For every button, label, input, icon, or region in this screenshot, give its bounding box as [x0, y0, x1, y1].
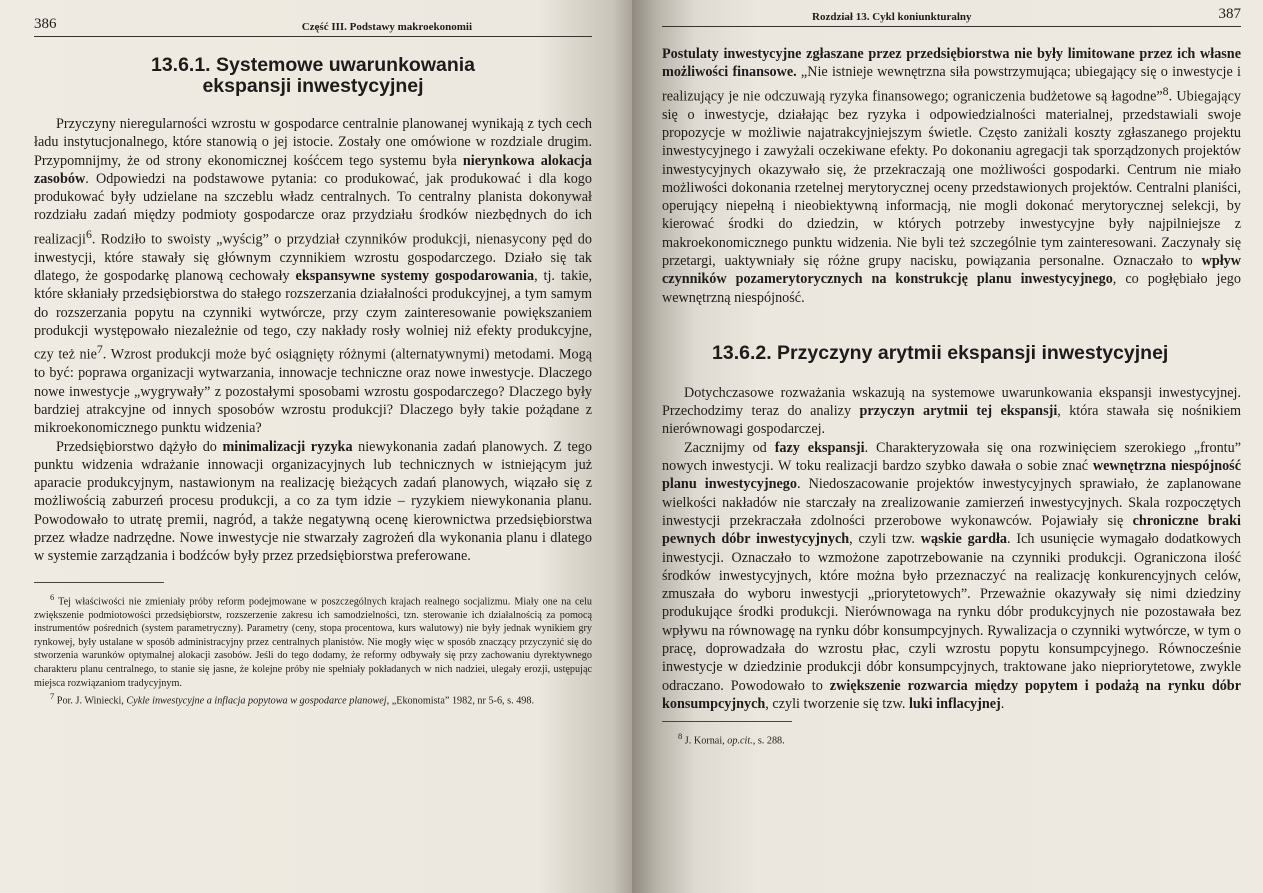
footnote-title: op.cit. — [727, 735, 753, 747]
text-run: niewykonania zadań planowych. Z tego punktu widzenia wdrażanie innowacji organizacyjnych lub technicznych w istniejącym już aparacie produkcyjnym, nastawionym na realizację bieżących zadań planowych, wiązało się z możliwością zaburzeń procesu produkcji, a co za tym idzie – ryzykiem niewykonania planu. Powodowało to utratę premii, nagród, a także negatywną ocenę kierownictwa przedsiębiorstwa przez władze nadrzędne. Nowe inwestycje nie stwarzały zagrożeń dla wykonania planu i dlatego w systemie zarządzania i bodźców były przez przedsiębiorstwa preferowane. — [34, 438, 592, 565]
text-run: , co pogłębiało jego wewnętrzną niespójność. — [662, 271, 1241, 306]
footnote-ref: 6 — [85, 226, 92, 241]
footnote-rule — [662, 721, 792, 722]
footnote-text: , „Ekonomista” 1982, nr 5-6, s. 498. — [386, 695, 535, 707]
bold-term: wpływ czynników pozamerytorycznych na konstrukcję planu inwestycyjnego — [662, 253, 1241, 288]
footnote-ref: 7 — [96, 342, 103, 357]
footnote-text: J. Kornai, — [682, 735, 728, 747]
left-paragraph-1 — [34, 115, 592, 438]
text-run: . Ich usunięcie wymagało dodatkowych inwestycji. Oznaczało to wzmożone zapotrzebowanie na czynniki produkcji. Ograniczona ilość środków inwestycyjnych, które można było przeznaczyć na realizację konkurencyjnych celów, zmuszała do wyboru inwestycji „priorytetowych”. Przeważnie okazywały się nimi dziedziny produkujące środki produkcji. Nierównowaga na rynku dóbr produkcyjnych nie pozostawała bez wpływu na równowagę na rynku dóbr konsumpcyjnych. Rywalizacja o czynniki wytwórcze, w tym o pracę, doprowadzała do wzrostu płac, czyli wzrostu popytu konsumpcyjnego. Równocześnie inwestycje w dziedzinie produkcji dóbr konsumpcyjnych, traktowane jako niepriorytetowe, zwykle odraczano. Powodowało to — [662, 531, 1242, 694]
text-run: Przedsiębiorstwo dążyło do — [56, 438, 223, 455]
bold-term: wąskie gardła — [920, 531, 1008, 548]
left-running-title: Część III. Podstawy makroekonomii — [301, 21, 472, 33]
right-page — [632, 0, 1263, 893]
footnote-7 — [34, 690, 592, 708]
right-running-head — [662, 6, 1241, 27]
text-run: . Rodziło to swoisty „wyścig” o przydział czynników produkcji, nienasycony pęd do inwestycji, które stawały się głównym czynnikiem wzrostu gospodarczego. Działo się tak dlatego, że gospodarkę planową cechowały — [34, 231, 592, 285]
bold-term: fazy ekspansji — [774, 439, 865, 456]
section-heading-13-6-1 — [34, 55, 592, 97]
text-run: Dotychczasowe rozważania wskazują na systemowe uwarunkowania ekspansji inwestycyjnej. Przechodzimy teraz do analizy — [662, 384, 1241, 420]
text-run: . Odpowiedzi na podstawowe pytania: co produkować, jak produkować i dla kogo produkować były udzielane na szczeblu władz centralnych. To centralny planista dokonywał rozdziału zadań między podmioty gospodarcze oraz przydziału środków niezbędnych do ich realizacji — [34, 170, 592, 248]
bold-term: nierynkowa alokacja zasobów — [34, 152, 592, 187]
text-run: . Niedoszacowanie projektów inwestycyjnych sprawiało, że zaplanowane wielkości nakładów nie starczały na zrealizowanie zamierzeń inwestycyjnych. Skala rozpoczętych inwestycji przekraczała zdolności przerobowe wykonawców. Pojawiały się — [662, 476, 1241, 529]
section-heading-13-6-2: 13.6.2. Przyczyny arytmii ekspansji inwestycyjnej — [712, 341, 1169, 364]
right-page-number: 387 — [1218, 6, 1241, 22]
section-heading-line1: 13.6.1. Systemowe uwarunkowania — [150, 54, 476, 76]
footnote-rule — [34, 582, 164, 583]
left-page-number: 386 — [34, 16, 57, 32]
footnote-text: Tej właściwości nie zmieniały próby reform podejmowane w poszczególnych krajach realnego socjalizmu. Miały one na celu zwiększenie podmiotowości przedsiębiorstw, rozszerzenie zakresu ich samodzielności, tzn. sterowanie ich działalnością za pomocą instrumentów pośrednich (system parametryczny). Parametry (ceny, stopa procentowa, kurs walutowy) nie były jednak wynikiem gry rynkowej, były ustalane w sposób administracyjny przez centralnych planistów. Nie mogły więc w sposób znaczący przyczynić się do stworzenia warunków optymalnej alokacji zasobów. Jeśli do tego dodamy, że reformy odbywały się przy zachowaniu dyrektywnego charakteru planu centralnego, to stanie się jasne, że kolejne próby nie spełniały pokładanych w nich nadziei, ulegały erozji, ustępując miejsca rozwiązaniom tradycyjnym. — [34, 595, 592, 689]
footnote-title: Cykle inwestycyjne a inflacja popytowa w gospodarce planowej — [126, 695, 387, 707]
right-running-title: Rozdział 13. Cykl koniunkturalny — [812, 11, 972, 23]
text-run: „Nie istnieje wewnętrzna siła powstrzymująca; ubiegający się o inwestycje i realizujący je nie odczuwają ryzyka finansowego; ograniczenia budżetowe są łagodne” — [662, 64, 1241, 105]
bold-term: wewnętrzna niespójność planu inwestycyjnego — [662, 458, 1241, 493]
footnote-mark: 7 — [50, 691, 55, 702]
footnote-8 — [662, 730, 1241, 748]
text-run: . Wzrost produkcji może być osiągnięty różnymi (alternatywnymi) metodami. Mogą to być: poprawa organizacji wytwarzania, innowacje techniczne oraz nowe inwestycje. Dlaczego nowe inwestycje „wygrywały” z pozostałymi sposobami wzrostu gospodarczego? Dlaczego były bardziej atrakcyjne od innych sposobów wzrostu produkcji? Dlaczego były takie pożądane z mikroekonomicznego punktu widzenia? — [34, 347, 592, 437]
bold-term: zwiększenie rozwarcia między popytem i podażą na rynku dóbr konsumpcyjnych — [662, 677, 1241, 712]
text-run: . Ubiegający się o inwestycje, działając bez ryzyka i odpowiedzialności materialnej, przedstawiali swoje propozycje w możliwie najatrakcyjniejszym świetle. Często zaniżali koszty zgłaszanego projektu inwestycyjnego i zawyżali oczekiwane efekty. Po dokonaniu agregacji tak sporządzonych projektów inwestycyjnych okazywało się, że przekraczają one możliwości gospodarki. Centrum nie miało możliwości dokonania rzetelnej merytorycznej oceny przedstawionych projektów. Centralni planiści, operujący niepełną i nieobiektywną informacją, nie mogli dokonać merytorycznej selekcji, by kierować środki do dziedzin, w których potrzeby inwestycyjne były najpilniejsze z makroekonomicznego punktu widzenia. Nie byli też szczególnie tym zainteresowani. Zaczynały się przetargi, uaktywniały się różne grupy nacisku, powiązania personalne. Oznaczało to — [662, 88, 1241, 269]
text-run: , czyli tworzenie się tzw. — [765, 695, 909, 712]
bold-term: chroniczne braki pewnych dóbr inwestycyjnych — [662, 512, 1241, 548]
bold-term: minimalizacji ryzyka — [222, 438, 353, 455]
section-heading-line2: ekspansji inwestycyjnej — [202, 75, 424, 97]
text-run: . — [1000, 695, 1005, 712]
text-run: . Charakteryzowała się ona rozwinięciem szerokiego „frontu” nowych inwestycji. W toku realizacji bardzo szybko dawała o sobie znać — [662, 439, 1242, 475]
bold-term: Postulaty inwestycyjne zgłaszane przez przedsiębiorstwa nie były limitowane przez ich własne możliwości finansowe. — [662, 46, 1241, 81]
bold-term: przyczyn arytmii tej ekspansji — [859, 403, 1058, 420]
right-paragraph-1 — [662, 45, 1241, 307]
footnote-text: , s. 288. — [752, 735, 785, 747]
text-run: Zacznijmy od — [684, 439, 775, 456]
left-paragraph-2 — [34, 438, 592, 566]
footnote-ref: 8 — [1162, 83, 1169, 98]
footnote-6 — [34, 591, 592, 691]
right-paragraph-3 — [662, 439, 1241, 713]
text-run: Przyczyny nieregularności wzrostu w gospodarce centralnie planowanej wynikają z tych cech ładu instytucjonalnego, które stanowią o jej istocie. Zostały one omówione w rozdziale drugim. Przypomnijmy, że od strony ekonomicznej kośćcem tego systemu była — [34, 116, 592, 169]
text-run: , czyli tzw. — [849, 531, 921, 548]
right-paragraph-2 — [662, 384, 1241, 439]
bold-term: ekspansywne systemy gospodarowania — [295, 268, 535, 285]
footnote-text: Por. J. Winiecki, — [54, 695, 127, 707]
text-run: , tj. takie, które skłaniały przedsiębiorstwa do stałego rozszerzania działalności produkcyjnej, a tym samym do rozszerzania popytu na czynniki wytwórcze, przy czym zainteresowanie powiększaniem produkcji występowało niezależnie od tego, czy nakłady rosły wolniej niż efekty produkcyjne, czy też nie — [34, 268, 592, 364]
footnote-mark: 6 — [50, 591, 55, 602]
bold-term: luki inflacyjnej — [908, 695, 1001, 712]
left-running-head — [34, 16, 592, 37]
text-run: , która stawała się nośnikiem nierównowagi gospodarczej. — [662, 403, 1241, 438]
footnote-mark: 8 — [678, 731, 683, 742]
